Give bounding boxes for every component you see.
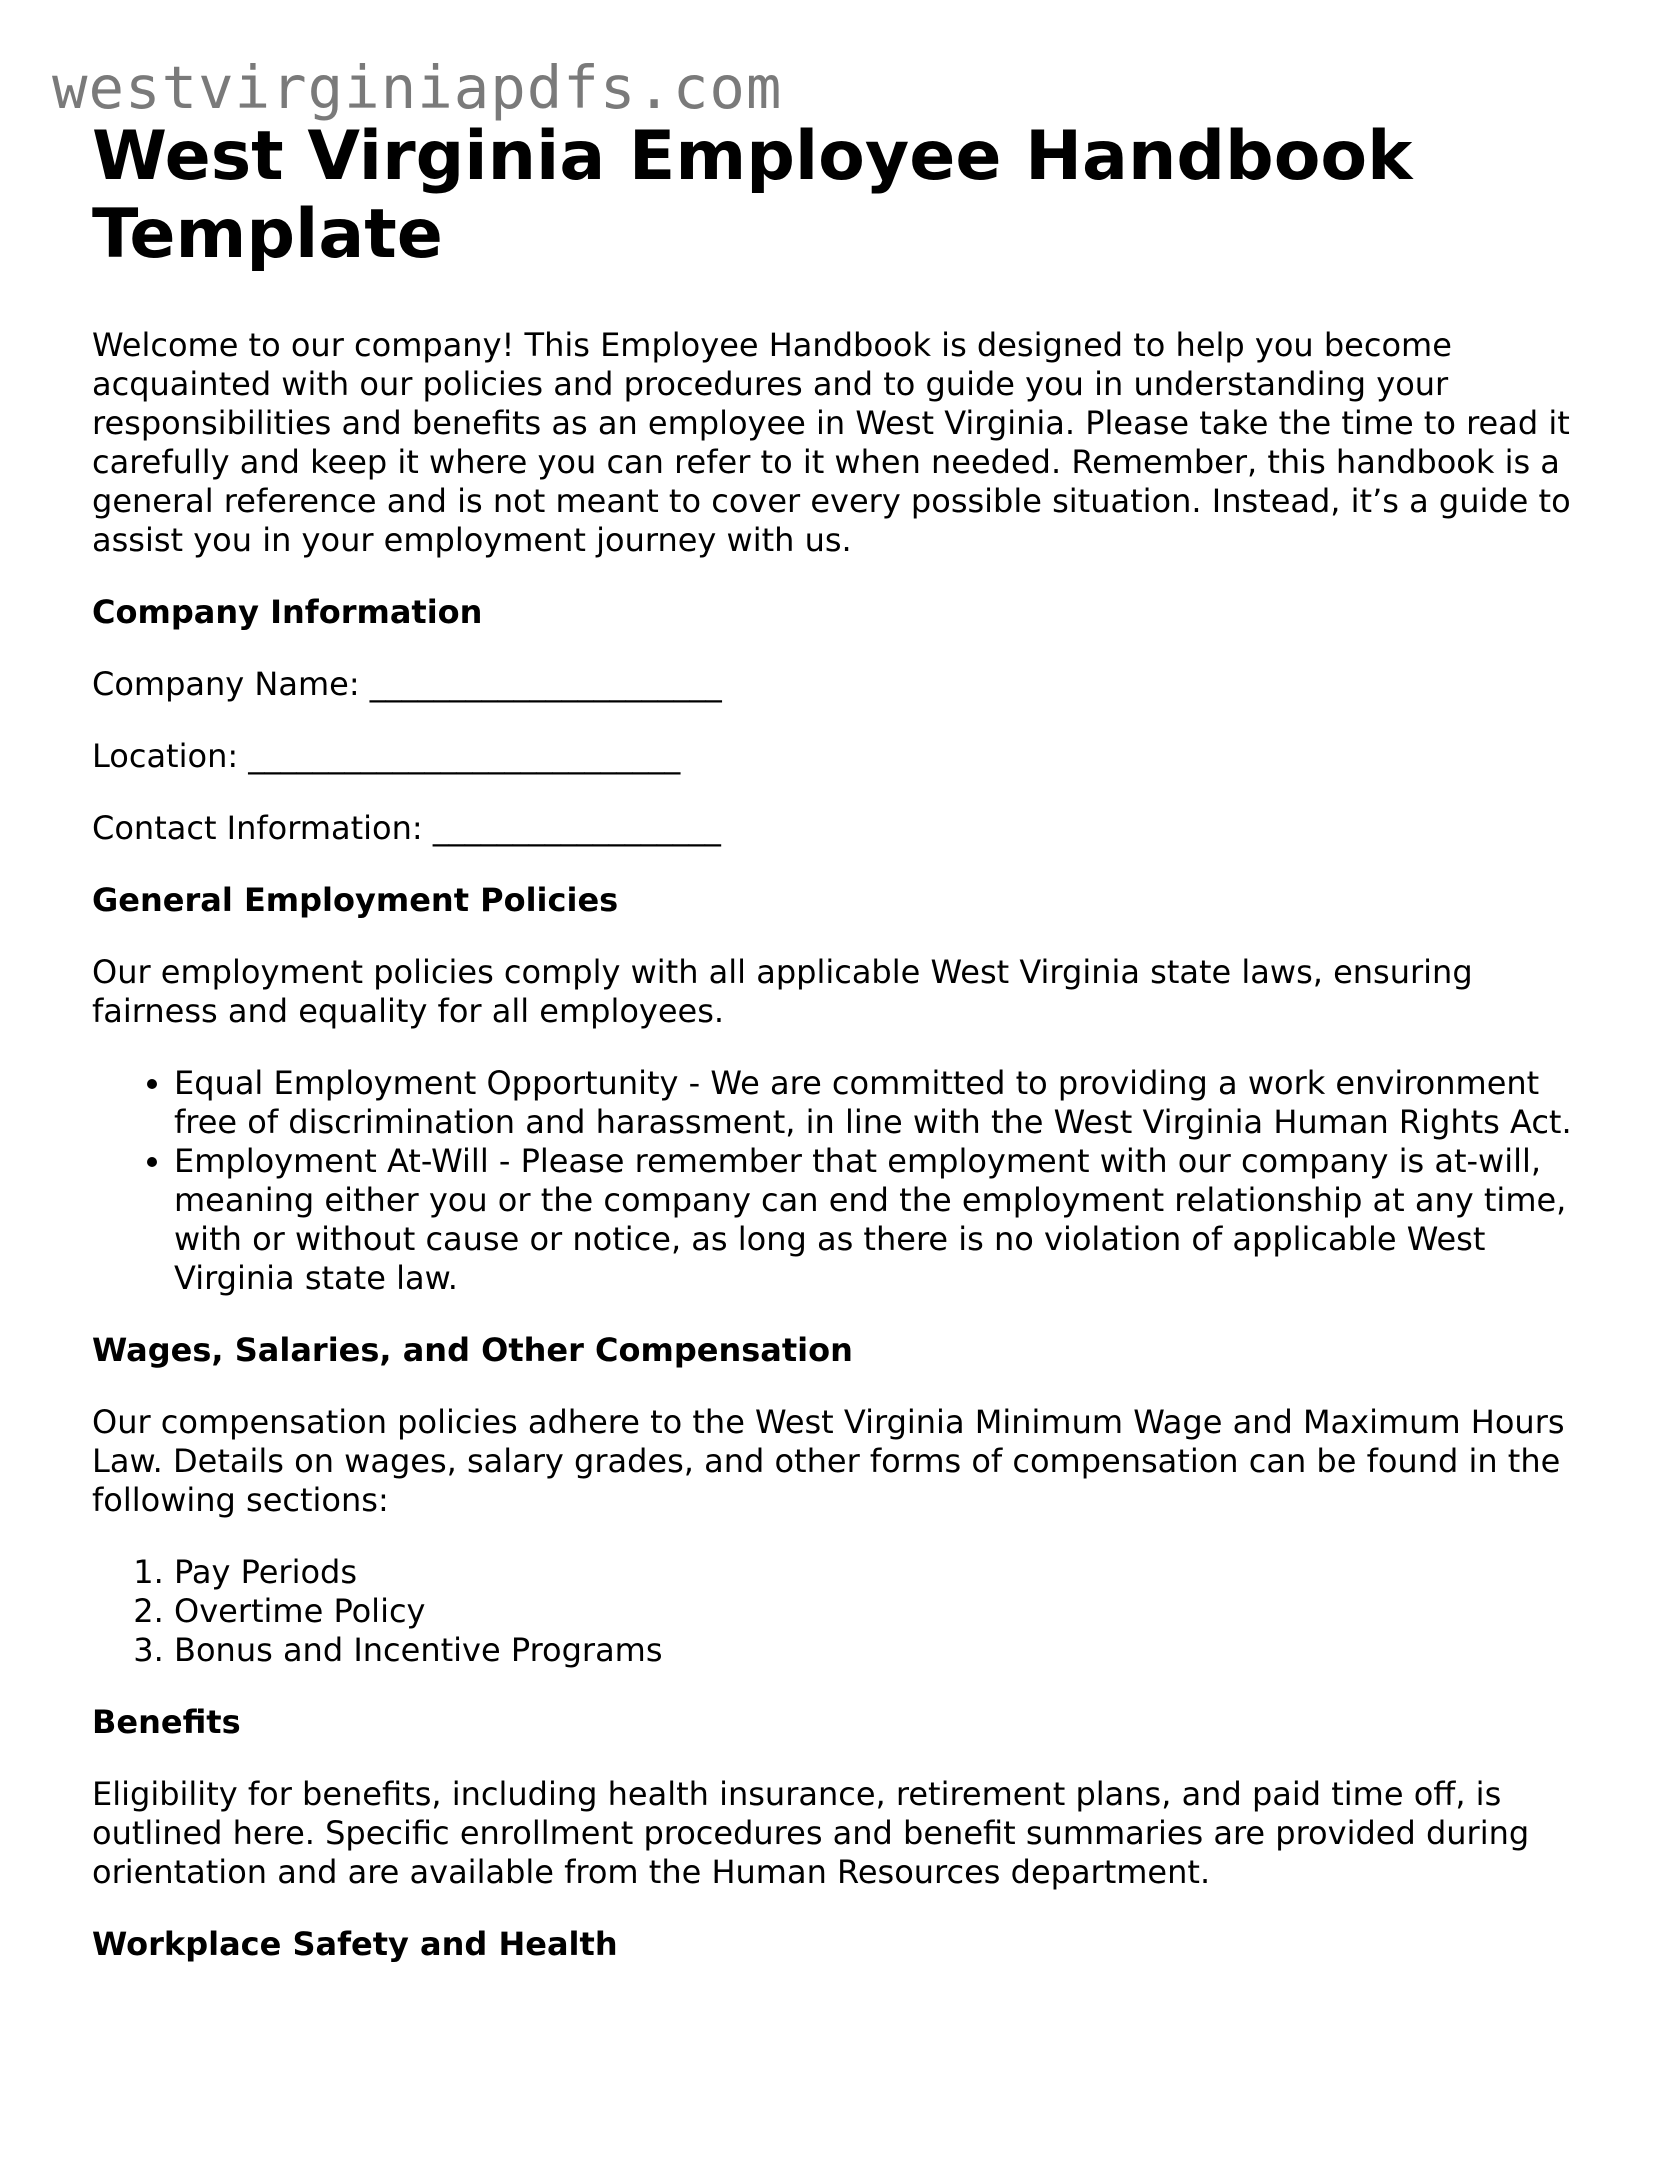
section-heading: General Employment Policies — [92, 881, 619, 919]
list-item: 3. Bonus and Incentive Programs — [174, 1631, 1572, 1670]
list-item: • Equal Employment Opportunity - We are committed to providing a work environment free of discrimination and harassment, in line with the West Virginia Human Rights Act. — [174, 1064, 1572, 1142]
list-item: • Employment At-Will - Please remember that employment with our company is at-will, meaning either you or the company can end the employment relationship at any time, with or without cause or notice, as long as there is no violation of applicable West Virginia state law. — [174, 1142, 1572, 1298]
section-paragraph: Our employment policies comply with all applicable West Virginia state laws, ensuring fairness and equality for all employees. — [92, 953, 1473, 1030]
list-item: 1. Pay Periods — [174, 1553, 1572, 1592]
location-field: Location: ___________________________ — [92, 737, 681, 775]
section-heading: Workplace Safety and Health — [92, 1925, 618, 1963]
section-heading: Company Information — [92, 593, 483, 631]
safety-section — [92, 1925, 1572, 1964]
section-paragraph: Our compensation policies adhere to the West Virginia Minimum Wage and Maximum Hours Law. Details on wages, salary grades, and other forms of compensation can be found in the following sections: — [92, 1403, 1565, 1519]
policy-bullet-list — [92, 1064, 1572, 1298]
compensation-section — [92, 1331, 1572, 1670]
contact-information-field: Contact Information: __________________ — [92, 809, 721, 847]
section-paragraph: Eligibility for benefits, including health insurance, retirement plans, and paid time off, is outlined here. Specific enrollment procedures and benefit summaries are provided during orientation and are available from the Human Resources department. — [92, 1775, 1530, 1891]
document-body — [92, 118, 1572, 1997]
company-information-section — [92, 593, 1572, 848]
compensation-numbered-list — [92, 1553, 1572, 1670]
section-heading: Wages, Salaries, and Other Compensation — [92, 1331, 853, 1369]
general-policies-section — [92, 881, 1572, 1298]
intro-paragraph: Welcome to our company! This Employee Handbook is designed to help you become acquainted with our policies and procedures and to guide you in understanding your responsibilities and benefits as an employee in West Virginia. Please take the time to read it carefully and keep it where you can refer to it when needed. Remember, this handbook is a general reference and is not meant to cover every possible situation. Instead, it’s a guide to assist you in your employment journey with us. — [92, 326, 1571, 559]
section-heading: Benefits — [92, 1703, 241, 1741]
watermark: westvirginiapdfs.com — [52, 53, 783, 122]
page-title: West Virginia Employee Handbook Template — [92, 117, 1413, 274]
list-item: 2. Overtime Policy — [174, 1592, 1572, 1631]
benefits-section — [92, 1703, 1572, 1892]
company-name-field: Company Name: ______________________ — [92, 665, 722, 703]
